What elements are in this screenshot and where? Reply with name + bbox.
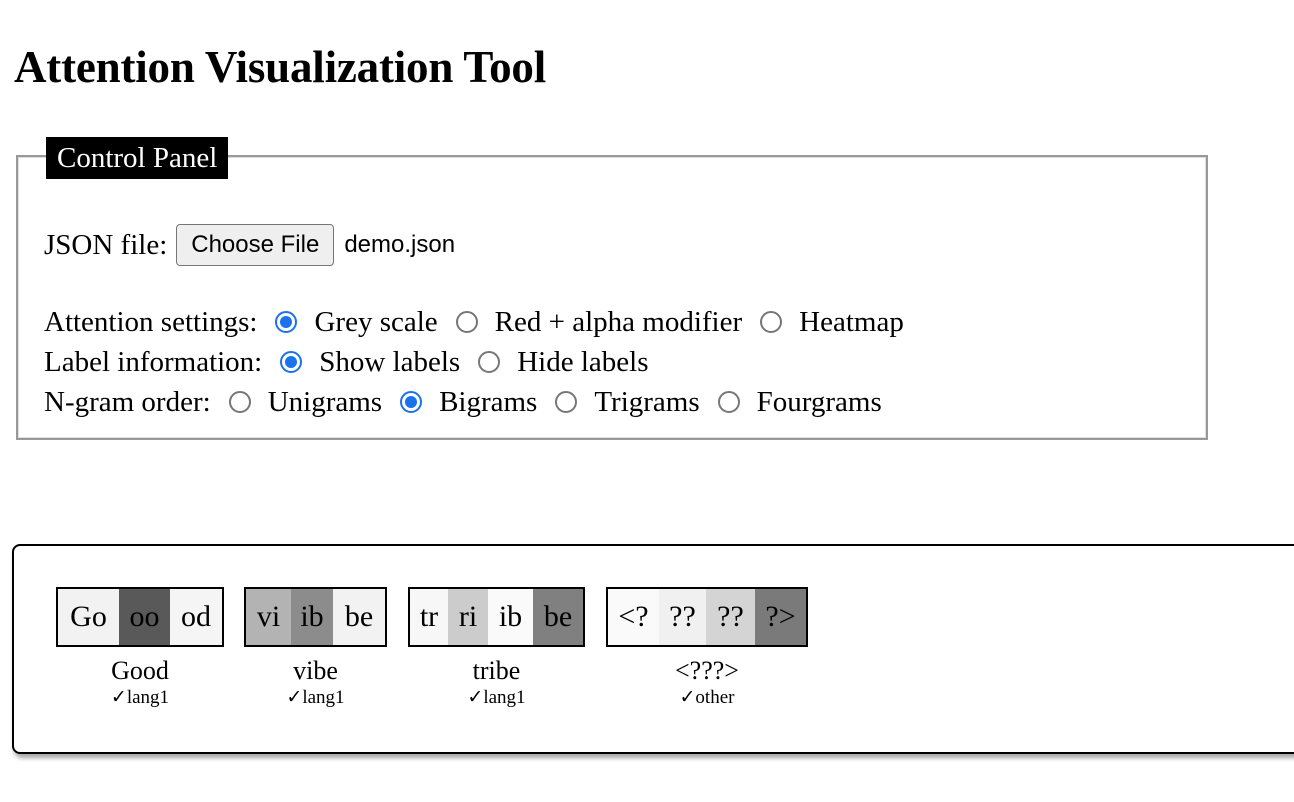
token-box (606, 587, 808, 647)
ngram-token: ?? (706, 589, 755, 645)
radio-unigrams[interactable] (229, 391, 251, 413)
attention-settings-label: Attention settings: (44, 305, 258, 338)
language-label: ✓lang1 (110, 687, 170, 708)
label-information-row (44, 342, 666, 382)
ngram-token: <? (608, 589, 659, 645)
radio-trigrams-label[interactable]: Trigrams (594, 385, 700, 418)
word-text: Good (111, 656, 169, 685)
word-unknown (606, 587, 808, 710)
radio-heatmap-label[interactable]: Heatmap (799, 305, 904, 338)
label-information-group (280, 346, 666, 379)
radio-show-labels-label[interactable]: Show labels (319, 345, 461, 378)
radio-grey-scale-label[interactable]: Grey scale (314, 305, 438, 338)
radio-trigrams[interactable] (555, 391, 577, 413)
word-vibe (244, 587, 387, 710)
radio-hide-labels[interactable] (478, 351, 500, 373)
ngram-token: ib (488, 589, 533, 645)
ngram-token: ?> (755, 589, 806, 645)
language-label: ✓lang1 (467, 687, 526, 708)
ngram-order-row (44, 382, 900, 422)
token-box (408, 587, 585, 647)
control-panel-legend: Control Panel (46, 137, 228, 179)
ngram-token: be (533, 589, 583, 645)
ngram-token: oo (119, 589, 170, 645)
radio-heatmap[interactable] (760, 311, 782, 333)
word-good (56, 587, 224, 710)
attention-settings-row (44, 302, 922, 342)
token-box (244, 587, 387, 647)
word-text: <???> (675, 656, 739, 685)
label-information-label: Label information: (44, 345, 263, 378)
radio-hide-labels-label[interactable]: Hide labels (517, 345, 649, 378)
page-title: Attention Visualization Tool (14, 42, 547, 92)
ngram-token: Go (58, 589, 119, 645)
word-tribe (408, 587, 585, 710)
radio-red-alpha-label[interactable]: Red + alpha modifier (494, 305, 743, 338)
ngram-token: ?? (659, 589, 706, 645)
radio-grey-scale[interactable] (275, 311, 297, 333)
word-text: tribe (472, 656, 521, 685)
radio-show-labels[interactable] (280, 351, 302, 373)
word-text: vibe (293, 656, 338, 685)
selected-file-name: demo.json (344, 231, 456, 258)
json-file-row (44, 223, 455, 267)
choose-file-button[interactable]: Choose File (176, 224, 334, 266)
radio-red-alpha[interactable] (456, 311, 478, 333)
ngram-token: be (333, 589, 385, 645)
ngram-token: ib (291, 589, 333, 645)
radio-fourgrams[interactable] (718, 391, 740, 413)
token-box (56, 587, 224, 647)
attention-settings-group (275, 306, 921, 339)
ngram-token: ri (448, 589, 488, 645)
ngram-token: tr (410, 589, 448, 645)
ngram-token: od (170, 589, 222, 645)
radio-fourgrams-label[interactable]: Fourgrams (756, 385, 882, 418)
ngram-order-label: N-gram order: (44, 385, 211, 418)
language-label: ✓lang1 (286, 687, 345, 708)
attention-visualization-panel (12, 544, 1294, 754)
control-panel (16, 142, 1208, 440)
radio-unigrams-label[interactable]: Unigrams (267, 385, 383, 418)
radio-bigrams-label[interactable]: Bigrams (439, 385, 538, 418)
json-file-label: JSON file: (44, 228, 168, 261)
ngram-token: vi (246, 589, 291, 645)
ngram-order-group (229, 386, 900, 419)
language-label: ✓other (679, 687, 735, 708)
radio-bigrams[interactable] (400, 391, 422, 413)
